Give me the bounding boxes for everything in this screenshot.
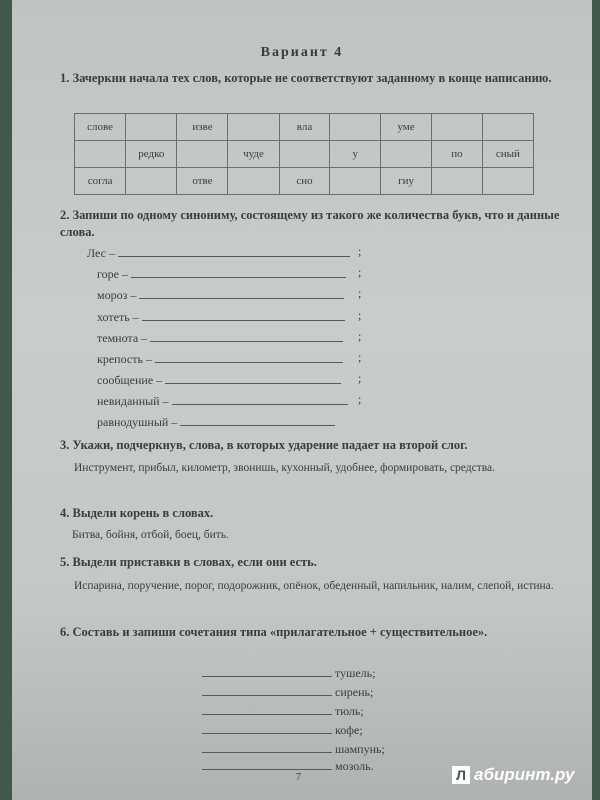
synonym-word: Лес – [87, 246, 116, 260]
synonym-word: сообщение – [97, 373, 163, 387]
synonym-line [97, 265, 346, 283]
semicolon: ; [358, 392, 362, 406]
answer-blank[interactable] [165, 371, 341, 384]
answer-blank[interactable] [150, 329, 343, 342]
table-cell: сный [482, 141, 533, 168]
synonym-word: крепость – [97, 352, 152, 366]
answer-blank[interactable] [118, 244, 350, 257]
labirint-logo [452, 765, 574, 785]
answer-blank[interactable] [131, 265, 346, 278]
table-cell: сно [279, 168, 330, 195]
task-1-instruction: 1. Зачеркни начала тех слов, которые не соответствуют заданному в конце написанию. [60, 71, 552, 85]
synonym-line [97, 371, 341, 389]
phrase-line [202, 721, 363, 738]
table-row [75, 168, 534, 195]
table-cell [432, 114, 483, 141]
table-cell: гиу [381, 168, 432, 195]
task-4-instruction: 4. Выдели корень в словах. [60, 506, 214, 520]
synonym-word: равнодушный – [97, 415, 178, 429]
table-cell: редко [126, 141, 177, 168]
synonym-line [97, 329, 343, 347]
labirint-mark-icon: Л [452, 766, 470, 784]
semicolon: ; [358, 265, 362, 279]
noun-word: кофе; [335, 723, 363, 737]
task-3-instruction: 3. Укажи, подчеркнув, слова, в которых ударение падает на второй слог. [60, 438, 468, 452]
table-row [75, 141, 534, 168]
phrase-line [202, 664, 375, 681]
noun-word: тушель; [335, 666, 376, 680]
table-cell [228, 168, 279, 195]
noun-word: мозоль. [335, 759, 374, 773]
semicolon: ; [358, 329, 362, 343]
table-cell [482, 114, 533, 141]
table-cell: согла [75, 168, 126, 195]
table-cell [330, 114, 381, 141]
table-cell: по [432, 141, 483, 168]
noun-word: шампунь; [335, 742, 385, 756]
table-cell [330, 168, 381, 195]
answer-blank[interactable] [172, 392, 348, 405]
semicolon: ; [358, 244, 362, 258]
table-cell: слове [75, 114, 126, 141]
noun-word: тюль; [335, 704, 364, 718]
table-cell: отве [177, 168, 228, 195]
variant-title: Вариант 4 [260, 45, 344, 60]
word-table [74, 113, 534, 195]
synonym-line [97, 308, 345, 326]
phrase-line [202, 702, 364, 719]
phrase-line [202, 757, 374, 774]
table-cell [482, 168, 533, 195]
table-cell [381, 141, 432, 168]
table-cell: вла [279, 114, 330, 141]
synonym-line [97, 413, 335, 431]
synonym-word: горе – [97, 267, 128, 281]
answer-blank[interactable] [180, 413, 335, 426]
synonym-line [97, 350, 343, 368]
answer-blank[interactable] [142, 308, 345, 321]
semicolon: ; [358, 308, 362, 322]
table-cell: у [330, 141, 381, 168]
table-cell [432, 168, 483, 195]
noun-word: сирень; [335, 685, 374, 699]
synonym-line [97, 392, 348, 410]
task-6-instruction: 6. Составь и запиши сочетания типа «прилагательное + существительное». [60, 625, 488, 639]
semicolon: ; [358, 371, 362, 385]
table-cell: уме [381, 114, 432, 141]
table-cell [75, 141, 126, 168]
phrase-line [202, 740, 385, 757]
synonym-word: темнота – [97, 331, 148, 345]
answer-blank[interactable] [155, 350, 343, 363]
table-cell [177, 141, 228, 168]
table-cell: чуде [228, 141, 279, 168]
table-cell: изве [177, 114, 228, 141]
synonym-word: хотеть – [97, 310, 139, 324]
semicolon: ; [358, 350, 362, 364]
answer-blank[interactable] [202, 664, 332, 677]
table-cell [279, 141, 330, 168]
logo-text: абиринт.ру [474, 765, 575, 784]
task-3-words: Инструмент, прибыл, километр, звонишь, кухонный, удобнее, формировать, средства. [74, 462, 495, 474]
answer-blank[interactable] [202, 702, 332, 715]
table-cell [228, 114, 279, 141]
semicolon: ; [358, 286, 362, 300]
table-cell [126, 168, 177, 195]
task-4-words: Битва, бойня, отбой, боец, бить. [72, 529, 229, 541]
page-number: 7 [296, 772, 301, 783]
answer-blank[interactable] [202, 683, 332, 696]
task-5-instruction: 5. Выдели приставки в словах, если они есть. [60, 555, 317, 569]
answer-blank[interactable] [202, 721, 332, 734]
synonym-line [87, 244, 350, 262]
task-5-words: Испарина, поручение, порог, подорожник, опёнок, обеденный, напильник, налим, слепой, истина. [74, 580, 554, 592]
task-2-instruction: 2. Запиши по одному синониму, состоящему из такого же количества букв, что и данные слова. [60, 208, 560, 239]
answer-blank[interactable] [202, 740, 332, 753]
table-cell [126, 114, 177, 141]
phrase-line [202, 683, 373, 700]
workbook-page [12, 0, 592, 800]
table-row [75, 114, 534, 141]
synonym-word: мороз – [97, 288, 137, 302]
answer-blank[interactable] [139, 286, 344, 299]
answer-blank[interactable] [202, 757, 332, 770]
synonym-line [97, 286, 344, 304]
synonym-word: невиданный – [97, 394, 169, 408]
